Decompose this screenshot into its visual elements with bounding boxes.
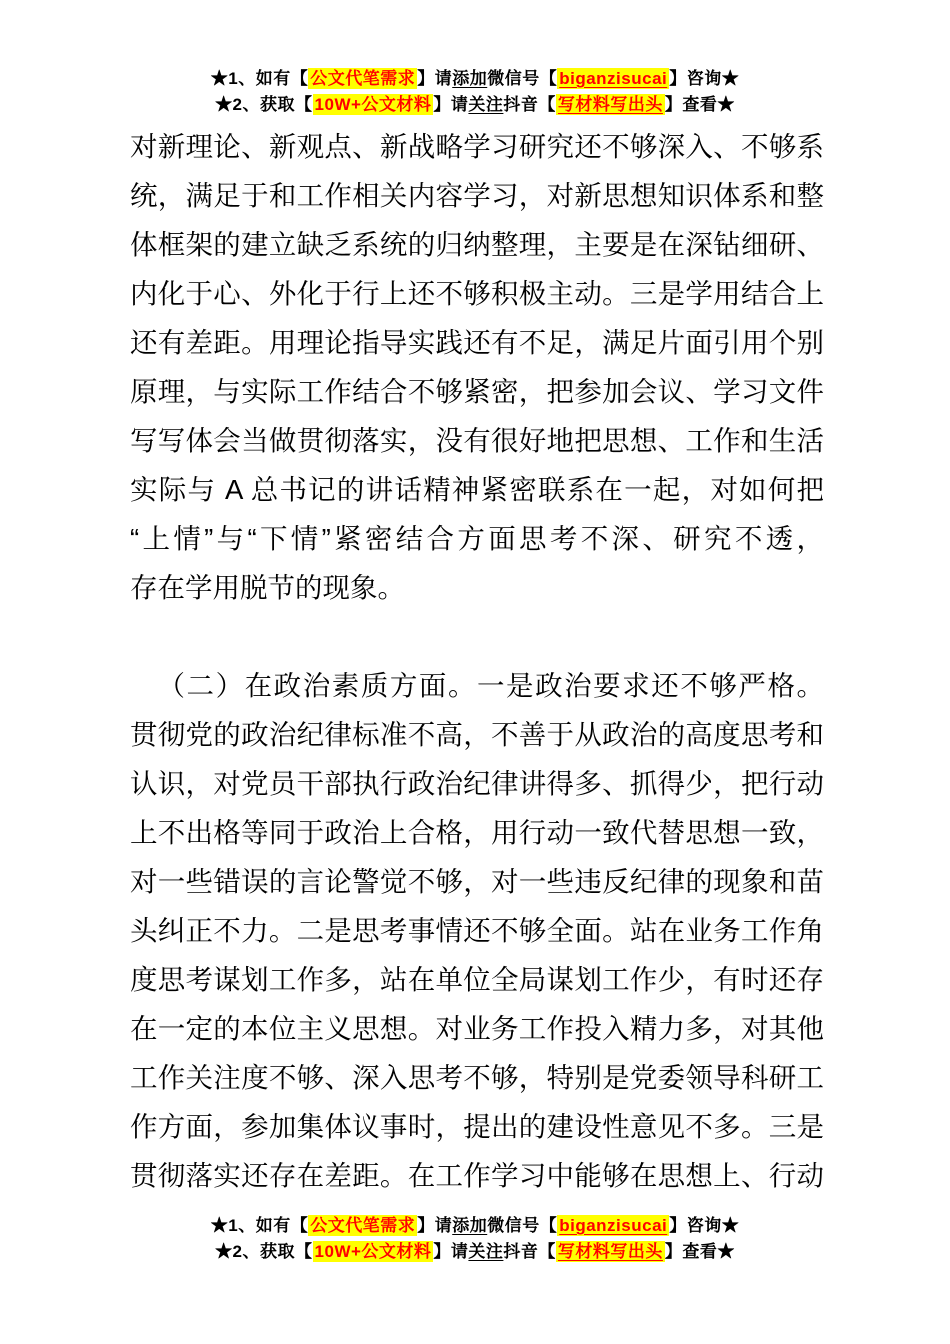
promo-text: 添加 <box>452 1216 488 1235</box>
text-line: 实际与 A 总书记的讲话精神紧密联系在一起，对如何把 <box>130 474 824 505</box>
promo-text: 添加 <box>452 69 488 88</box>
text-line: 上不出格等同于政治上合格，用行动一致代替思想一致， <box>130 817 824 848</box>
promo-keyword: 写材料写出头 <box>557 1242 663 1261</box>
promo-keyword: 写材料写出头 <box>557 95 663 114</box>
text-line: 头纠正不力。二是思考事情还不够全面。站在业务工作角 <box>130 915 824 946</box>
promo-line <box>0 1213 950 1239</box>
promo-banner-top <box>0 66 950 118</box>
paragraph <box>130 122 824 612</box>
promo-text: 抖音【 <box>503 95 556 114</box>
promo-text: 】请 <box>433 95 469 114</box>
text-line: 对一些错误的言论警觉不够，对一些违反纪律的现象和苗 <box>130 866 824 897</box>
promo-banner-bottom <box>0 1213 950 1265</box>
promo-text: 】查看★ <box>664 1242 735 1261</box>
text-line: 贯彻党的政治纪律标准不高，不善于从政治的高度思考和 <box>130 719 824 750</box>
text-line: 度思考谋划工作多，站在单位全局谋划工作少，有时还存 <box>130 964 824 995</box>
text-line: （二）在政治素质方面。一是政治要求还不够严格。 <box>157 670 824 701</box>
text-line: 贯彻落实还存在差距。在工作学习中能够在思想上、行动 <box>130 1160 824 1191</box>
promo-text: ★2、获取【 <box>215 1242 313 1261</box>
document-body <box>130 122 824 1200</box>
promo-line <box>0 66 950 92</box>
promo-text: 】请 <box>417 69 453 88</box>
promo-text: ★1、如有【 <box>210 1216 309 1235</box>
promo-keyword: 10W+公文材料 <box>314 95 432 114</box>
promo-text: 抖音【 <box>503 1242 556 1261</box>
text-line: 原理，与实际工作结合不够紧密，把参加会议、学习文件 <box>130 376 824 407</box>
promo-keyword: 10W+公文材料 <box>314 1242 432 1261</box>
promo-text: ★1、如有【 <box>210 69 309 88</box>
promo-text: 微信号【 <box>487 1216 558 1235</box>
promo-text: ★2、获取【 <box>215 95 313 114</box>
promo-text: 】咨询★ <box>669 69 740 88</box>
promo-text: 微信号【 <box>487 69 558 88</box>
text-line: 在一定的本位主义思想。对业务工作投入精力多，对其他 <box>130 1013 824 1044</box>
promo-text: 关注 <box>468 95 504 114</box>
promo-line <box>0 92 950 118</box>
promo-text: 】请 <box>433 1242 469 1261</box>
promo-keyword: 公文代笔需求 <box>310 69 416 88</box>
promo-text: 关注 <box>468 1242 504 1261</box>
text-line: 存在学用脱节的现象。 <box>130 572 405 603</box>
promo-text: 】查看★ <box>664 95 735 114</box>
text-line: 内化于心、外化于行上还不够积极主动。三是学用结合上 <box>130 278 824 309</box>
text-line: 工作关注度不够、深入思考不够，特别是党委领导科研工 <box>130 1062 824 1093</box>
text-line: 统，满足于和工作相关内容学习，对新思想知识体系和整 <box>130 180 824 211</box>
promo-keyword: biganzisucai <box>559 69 668 88</box>
promo-text: 】请 <box>417 1216 453 1235</box>
promo-keyword: biganzisucai <box>559 1216 668 1235</box>
promo-keyword: 公文代笔需求 <box>310 1216 416 1235</box>
text-line: “上情”与“下情”紧密结合方面思考不深、研究不透， <box>130 523 824 554</box>
text-line: 写写体会当做贯彻落实，没有很好地把思想、工作和生活 <box>130 425 824 456</box>
promo-text: 】咨询★ <box>669 1216 740 1235</box>
promo-line <box>0 1239 950 1265</box>
paragraph <box>130 661 824 1200</box>
text-line: 还有差距。用理论指导实践还有不足，满足片面引用个别 <box>130 327 824 358</box>
text-line: 体框架的建立缺乏系统的归纳整理，主要是在深钻细研、 <box>130 229 824 260</box>
text-line: 认识，对党员干部执行政治纪律讲得多、抓得少，把行动 <box>130 768 824 799</box>
text-line: 作方面，参加集体议事时，提出的建设性意见不多。三是 <box>130 1111 824 1142</box>
text-line: 对新理论、新观点、新战略学习研究还不够深入、不够系 <box>130 131 824 162</box>
